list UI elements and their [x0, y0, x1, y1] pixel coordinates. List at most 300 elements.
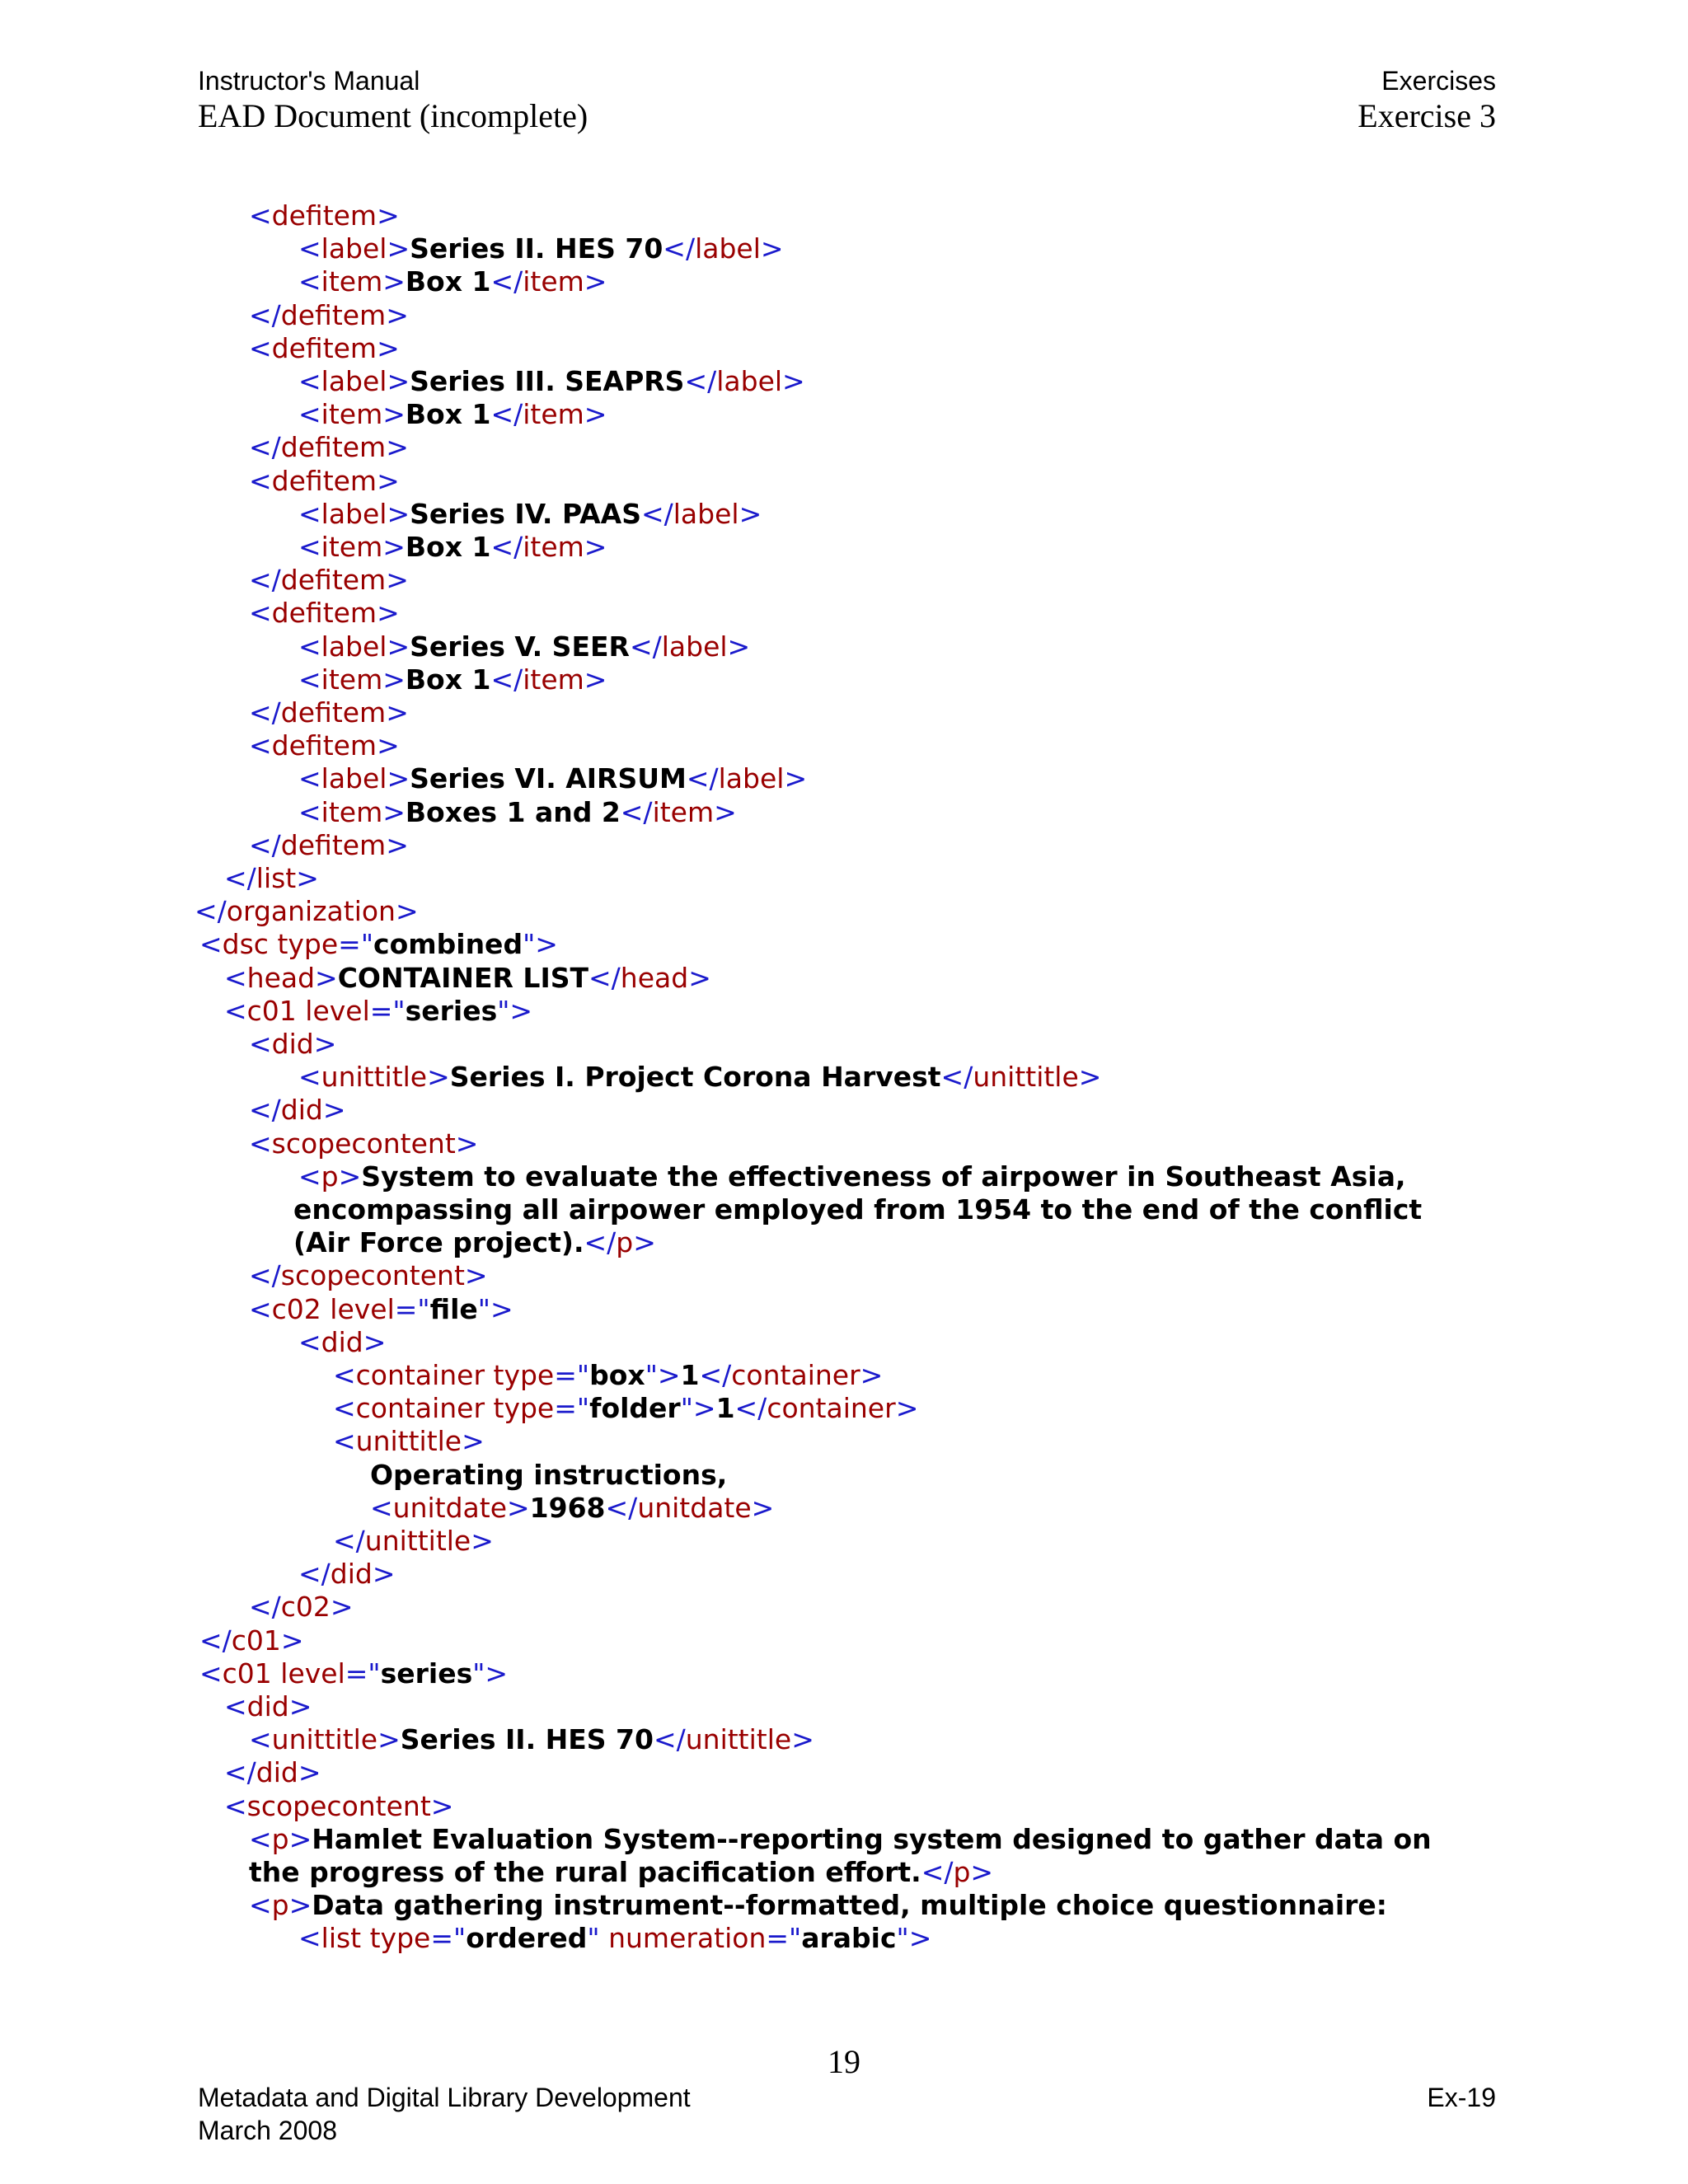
- code-punctuation: <: [370, 1491, 393, 1524]
- code-tag-name: container: [355, 1359, 485, 1391]
- code-punctuation: <: [249, 1292, 272, 1325]
- code-punctuation: <: [249, 1127, 272, 1160]
- code-line: [249, 1823, 1432, 1855]
- code-punctuation: <: [224, 961, 247, 994]
- code-punctuation: >: [322, 1094, 346, 1127]
- code-line: [224, 1690, 312, 1722]
- code-tag-name: container: [767, 1392, 896, 1425]
- code-tag-name: head: [620, 961, 689, 994]
- code-line: [249, 1094, 346, 1126]
- code-punctuation: <: [249, 597, 272, 630]
- code-tag-name: label: [321, 630, 387, 663]
- code-punctuation: >: [377, 1723, 401, 1756]
- code-tag-name: list: [256, 862, 297, 894]
- code-line: [293, 1226, 656, 1258]
- code-punctuation: <: [298, 762, 321, 795]
- code-punctuation: </: [195, 895, 227, 928]
- code-tag-name: defitem: [280, 696, 387, 729]
- code-line: [249, 696, 409, 729]
- code-punctuation: >: [313, 1028, 337, 1060]
- code-tag-name: label: [321, 232, 387, 265]
- code-line: [249, 465, 400, 497]
- code-tag-name: level: [271, 1657, 345, 1690]
- code-punctuation: </: [224, 862, 256, 894]
- code-line: [298, 498, 762, 530]
- code-value: Hamlet Evaluation System--reporting system designed to gather data on: [312, 1822, 1432, 1855]
- code-punctuation: >: [727, 630, 751, 663]
- code-line: [333, 1392, 918, 1424]
- code-line: [298, 663, 607, 696]
- code-punctuation: </: [298, 1558, 331, 1591]
- code-punctuation: <: [224, 1789, 247, 1822]
- code-value: file: [429, 1292, 478, 1325]
- code-punctuation: >: [584, 663, 607, 696]
- code-punctuation: >: [382, 531, 406, 563]
- code-punctuation: >: [1078, 1061, 1102, 1094]
- code-line: [370, 1459, 727, 1491]
- code-punctuation: >: [507, 1491, 530, 1524]
- code-tag-name: defitem: [280, 828, 387, 861]
- code-punctuation: <: [333, 1359, 356, 1391]
- code-tag-name: container: [731, 1359, 860, 1391]
- footer-course-title: Metadata and Digital Library Development: [198, 2083, 691, 2112]
- code-tag-name: item: [321, 531, 383, 563]
- code-punctuation: ">: [523, 928, 558, 961]
- code-punctuation: ">: [680, 1392, 716, 1425]
- code-punctuation: ">: [477, 1292, 513, 1325]
- code-punctuation: <: [199, 928, 223, 961]
- code-punctuation: </: [199, 1624, 232, 1657]
- code-punctuation: >: [296, 862, 319, 894]
- code-line: [298, 1558, 396, 1590]
- code-tag-name: c02: [271, 1292, 321, 1325]
- code-punctuation: >: [288, 1690, 312, 1722]
- code-tag-name: scopecontent: [246, 1789, 431, 1822]
- code-tag-name: item: [321, 265, 383, 298]
- code-line: [249, 431, 409, 463]
- code-value: Series I. Project Corona Harvest: [449, 1061, 941, 1094]
- code-punctuation: <: [298, 365, 321, 397]
- code-line: [249, 1127, 478, 1160]
- code-tag-name: p: [616, 1226, 634, 1259]
- code-line: [224, 1756, 321, 1788]
- code-punctuation: </: [921, 1856, 954, 1888]
- code-tag-name: did: [321, 1325, 363, 1358]
- code-tag-name: item: [523, 265, 584, 298]
- code-line: [249, 1889, 1387, 1921]
- code-punctuation: =": [430, 1922, 467, 1955]
- code-value: box: [589, 1359, 645, 1391]
- code-punctuation: >: [280, 1624, 304, 1657]
- code-punctuation: <: [333, 1392, 356, 1425]
- code-value: CONTAINER LIST: [337, 961, 589, 994]
- code-punctuation: ">: [896, 1922, 932, 1955]
- code-punctuation: </: [249, 828, 281, 861]
- code-line: [199, 1624, 304, 1657]
- code-punctuation: =": [394, 1292, 430, 1325]
- code-tag-name: c02: [280, 1591, 331, 1624]
- code-tag-name: label: [716, 365, 783, 397]
- code-line: [333, 1525, 494, 1557]
- code-tag-name: item: [523, 398, 584, 431]
- code-punctuation: </: [249, 1094, 281, 1127]
- code-value: series: [405, 994, 498, 1027]
- code-punctuation: >: [455, 1127, 479, 1160]
- code-line: [249, 1293, 513, 1325]
- code-tag-name: item: [523, 663, 584, 696]
- code-punctuation: >: [387, 232, 410, 265]
- code-tag-name: item: [523, 531, 584, 563]
- code-punctuation: >: [382, 265, 406, 298]
- header-exercise: Exercise 3: [1357, 97, 1496, 134]
- code-punctuation: <: [249, 331, 272, 364]
- code-tag-name: label: [321, 365, 387, 397]
- code-punctuation: >: [714, 795, 737, 828]
- code-punctuation: <: [298, 531, 321, 563]
- code-punctuation: <: [298, 232, 321, 265]
- code-punctuation: >: [791, 1723, 814, 1756]
- code-punctuation: <: [298, 1061, 321, 1094]
- code-punctuation: >: [464, 1259, 488, 1292]
- code-punctuation: >: [860, 1359, 884, 1391]
- page-number: 19: [828, 2043, 860, 2080]
- code-tag-name: scopecontent: [271, 1127, 456, 1160]
- code-punctuation: >: [338, 1160, 362, 1193]
- code-line: [249, 729, 400, 762]
- code-value: combined: [373, 928, 523, 961]
- code-tag-name: defitem: [271, 729, 377, 762]
- code-punctuation: <: [298, 1160, 321, 1193]
- code-punctuation: >: [430, 1789, 454, 1822]
- code-punctuation: </: [249, 1591, 281, 1624]
- code-tag-name: defitem: [271, 199, 377, 232]
- code-punctuation: >: [751, 1491, 775, 1524]
- code-tag-name: item: [321, 795, 383, 828]
- code-tag-name: item: [652, 795, 715, 828]
- code-punctuation: >: [377, 597, 400, 630]
- code-punctuation: >: [387, 497, 410, 530]
- code-punctuation: </: [629, 630, 662, 663]
- code-line: [333, 1359, 883, 1391]
- code-tag-name: level: [321, 1292, 395, 1325]
- code-value: 1: [680, 1359, 700, 1391]
- code-line: [298, 531, 607, 563]
- code-punctuation: >: [386, 431, 409, 464]
- code-line: [249, 199, 400, 232]
- code-punctuation: <: [249, 464, 272, 497]
- footer-date: March 2008: [198, 2116, 337, 2145]
- code-tag-name: unittitle: [973, 1061, 1079, 1094]
- code-line: [298, 265, 607, 298]
- code-punctuation: <: [298, 663, 321, 696]
- code-tag-name: p: [953, 1856, 971, 1888]
- code-punctuation: </: [249, 298, 281, 331]
- code-value: Series III. SEAPRS: [410, 365, 685, 397]
- code-tag-name: did: [271, 1028, 314, 1060]
- code-punctuation: >: [377, 331, 400, 364]
- code-value: Box 1: [405, 398, 491, 431]
- code-punctuation: <: [298, 630, 321, 663]
- code-line: [333, 1425, 485, 1457]
- code-punctuation: ">: [497, 994, 533, 1027]
- code-punctuation: =": [766, 1922, 802, 1955]
- code-tag-name: type: [485, 1359, 555, 1391]
- code-punctuation: ">: [472, 1657, 509, 1690]
- code-value: Data gathering instrument--formatted, multiple choice questionnaire:: [312, 1889, 1388, 1922]
- code-line: [199, 928, 558, 960]
- code-punctuation: >: [633, 1226, 656, 1259]
- code-tag-name: label: [718, 762, 785, 795]
- code-punctuation: </: [620, 795, 653, 828]
- code-tag-name: defitem: [280, 298, 387, 331]
- code-punctuation: >: [584, 531, 607, 563]
- code-tag-name: dsc: [222, 928, 269, 961]
- code-punctuation: >: [386, 298, 409, 331]
- code-value: System to evaluate the effectiveness of airpower in Southeast Asia,: [361, 1160, 1406, 1193]
- code-value: the progress of the rural pacification effort.: [249, 1856, 921, 1888]
- code-value: Series V. SEER: [410, 630, 630, 663]
- code-punctuation: >: [288, 1889, 312, 1922]
- code-value: series: [380, 1657, 473, 1690]
- code-tag-name: c01: [222, 1657, 272, 1690]
- code-punctuation: >: [387, 762, 410, 795]
- code-value: (Air Force project).: [293, 1226, 584, 1259]
- header-manual-title: Instructor's Manual: [198, 66, 420, 96]
- code-punctuation: <: [333, 1425, 356, 1458]
- code-punctuation: >: [377, 199, 400, 232]
- code-tag-name: level: [296, 994, 370, 1027]
- code-line: [224, 862, 319, 894]
- code-punctuation: </: [249, 696, 281, 729]
- code-punctuation: </: [249, 431, 281, 464]
- code-punctuation: >: [387, 365, 410, 397]
- code-punctuation: >: [782, 365, 805, 397]
- code-punctuation: </: [490, 398, 523, 431]
- code-tag-name: unittitle: [364, 1525, 471, 1557]
- code-punctuation: >: [382, 398, 406, 431]
- code-punctuation: >: [330, 1591, 354, 1624]
- code-punctuation: <: [249, 1028, 272, 1060]
- code-punctuation: >: [377, 729, 400, 762]
- code-punctuation: </: [249, 1259, 281, 1292]
- code-line: [199, 1657, 508, 1690]
- code-punctuation: >: [688, 961, 711, 994]
- code-line: [249, 564, 409, 596]
- code-punctuation: </: [684, 365, 717, 397]
- code-value: ordered: [466, 1922, 588, 1955]
- code-punctuation: <: [249, 1889, 272, 1922]
- code-punctuation: </: [653, 1723, 686, 1756]
- code-punctuation: >: [382, 795, 406, 828]
- code-tag-name: defitem: [271, 331, 377, 364]
- footer-page-code: Ex-19: [1427, 2083, 1496, 2112]
- code-value: arabic: [801, 1922, 897, 1955]
- code-punctuation: >: [395, 895, 419, 928]
- code-punctuation: </: [686, 762, 719, 795]
- code-punctuation: </: [588, 961, 621, 994]
- code-punctuation: <: [298, 398, 321, 431]
- code-punctuation: >: [784, 762, 808, 795]
- code-punctuation: <: [298, 497, 321, 530]
- code-value: Series II. HES 70: [410, 232, 663, 265]
- code-line: [298, 630, 750, 663]
- code-punctuation: </: [640, 497, 673, 530]
- code-punctuation: </: [584, 1226, 617, 1259]
- code-punctuation: </: [490, 265, 523, 298]
- code-tag-name: p: [271, 1822, 289, 1855]
- code-punctuation: >: [315, 961, 338, 994]
- code-tag-name: p: [321, 1160, 339, 1193]
- code-line: [293, 1193, 1422, 1226]
- code-punctuation: </: [333, 1525, 365, 1557]
- code-punctuation: =": [554, 1359, 590, 1391]
- code-tag-name: label: [695, 232, 761, 265]
- code-tag-name: unittitle: [321, 1061, 428, 1094]
- code-value: Box 1: [405, 531, 491, 563]
- code-value: Series VI. AIRSUM: [410, 762, 687, 795]
- code-punctuation: >: [895, 1392, 919, 1425]
- code-tag-name: item: [321, 663, 383, 696]
- code-line: [298, 1160, 1406, 1193]
- code-line: [298, 1061, 1101, 1093]
- code-punctuation: >: [363, 1325, 387, 1358]
- code-punctuation: >: [382, 663, 406, 696]
- code-line: [249, 1028, 336, 1060]
- code-line: [298, 762, 807, 794]
- code-punctuation: <: [249, 199, 272, 232]
- code-punctuation: >: [584, 265, 607, 298]
- code-punctuation: >: [386, 564, 409, 597]
- code-value: Operating instructions,: [370, 1458, 728, 1491]
- code-tag-name: p: [271, 1889, 289, 1922]
- page-footer: [198, 2081, 1496, 2147]
- code-punctuation: >: [386, 828, 409, 861]
- code-line: [249, 829, 409, 861]
- code-punctuation: </: [605, 1491, 638, 1524]
- code-punctuation: <: [298, 1922, 321, 1955]
- code-punctuation: ": [587, 1922, 600, 1955]
- code-punctuation: =": [338, 928, 374, 961]
- code-value: Series IV. PAAS: [410, 497, 641, 530]
- code-line: [249, 1591, 354, 1623]
- code-punctuation: >: [760, 232, 784, 265]
- code-punctuation: </: [490, 531, 523, 563]
- code-punctuation: <: [249, 1822, 272, 1855]
- code-punctuation: ">: [645, 1359, 681, 1391]
- code-line: [249, 332, 400, 364]
- code-line: [298, 796, 737, 828]
- code-punctuation: <: [249, 729, 272, 762]
- code-tag-name: unittitle: [355, 1425, 462, 1458]
- code-tag-name: did: [256, 1756, 298, 1789]
- code-value: Boxes 1 and 2: [405, 795, 621, 828]
- code-tag-name: label: [661, 630, 728, 663]
- code-line: [249, 1259, 488, 1291]
- code-line: [224, 962, 711, 994]
- code-line: [224, 1790, 453, 1822]
- code-tag-name: defitem: [271, 597, 377, 630]
- code-punctuation: </: [734, 1392, 767, 1425]
- code-tag-name: container: [355, 1392, 485, 1425]
- code-line: [298, 365, 805, 397]
- code-punctuation: <: [199, 1657, 223, 1690]
- code-punctuation: </: [249, 564, 281, 597]
- code-punctuation: <: [298, 265, 321, 298]
- code-punctuation: >: [738, 497, 762, 530]
- code-line: [249, 1723, 814, 1755]
- code-tag-name: list: [321, 1922, 362, 1955]
- code-punctuation: >: [386, 696, 409, 729]
- code-line: [249, 1856, 993, 1888]
- code-punctuation: >: [377, 464, 400, 497]
- code-value: Box 1: [405, 663, 491, 696]
- code-tag-name: label: [673, 497, 739, 530]
- code-value: Box 1: [405, 265, 491, 298]
- code-punctuation: </: [224, 1756, 256, 1789]
- code-punctuation: >: [427, 1061, 450, 1094]
- code-tag-name: scopecontent: [280, 1259, 465, 1292]
- code-tag-name: organization: [226, 895, 396, 928]
- code-line: [298, 398, 607, 430]
- code-tag-name: item: [321, 398, 383, 431]
- code-punctuation: >: [298, 1756, 321, 1789]
- code-punctuation: >: [471, 1525, 494, 1557]
- code-tag-name: type: [268, 928, 339, 961]
- code-tag-name: numeration: [599, 1922, 767, 1955]
- code-tag-name: label: [321, 497, 387, 530]
- code-tag-name: type: [361, 1922, 431, 1955]
- code-punctuation: >: [462, 1425, 485, 1458]
- code-tag-name: type: [485, 1392, 555, 1425]
- code-punctuation: <: [224, 994, 247, 1027]
- code-tag-name: c01: [231, 1624, 281, 1657]
- code-punctuation: </: [699, 1359, 732, 1391]
- code-punctuation: </: [663, 232, 696, 265]
- code-punctuation: >: [584, 398, 607, 431]
- code-tag-name: label: [321, 762, 387, 795]
- code-punctuation: <: [298, 1325, 321, 1358]
- code-punctuation: <: [224, 1690, 247, 1722]
- code-punctuation: =": [554, 1392, 590, 1425]
- code-tag-name: unittitle: [271, 1723, 378, 1756]
- code-tag-name: did: [246, 1690, 289, 1722]
- code-punctuation: <: [249, 1723, 272, 1756]
- code-punctuation: </: [940, 1061, 973, 1094]
- code-line: [249, 597, 400, 629]
- code-line: [370, 1492, 774, 1524]
- code-line: [298, 232, 784, 265]
- code-tag-name: defitem: [280, 564, 387, 597]
- code-tag-name: unitdate: [392, 1491, 508, 1524]
- code-tag-name: unitdate: [637, 1491, 752, 1524]
- code-tag-name: head: [246, 961, 316, 994]
- code-punctuation: >: [970, 1856, 994, 1888]
- page-header: [198, 64, 1496, 135]
- code-value: 1968: [529, 1491, 606, 1524]
- code-tag-name: did: [330, 1558, 373, 1591]
- header-document-title: EAD Document (incomplete): [198, 97, 588, 134]
- code-tag-name: unittitle: [685, 1723, 792, 1756]
- code-value: encompassing all airpower employed from 1954 to the end of the conflict: [293, 1193, 1423, 1226]
- code-punctuation: >: [387, 630, 410, 663]
- code-value: Series II. HES 70: [400, 1723, 654, 1756]
- code-value: 1: [715, 1392, 735, 1425]
- code-punctuation: </: [490, 663, 523, 696]
- header-section: Exercises: [1381, 66, 1496, 96]
- code-line: [298, 1922, 931, 1954]
- code-punctuation: >: [372, 1558, 396, 1591]
- code-tag-name: defitem: [271, 464, 377, 497]
